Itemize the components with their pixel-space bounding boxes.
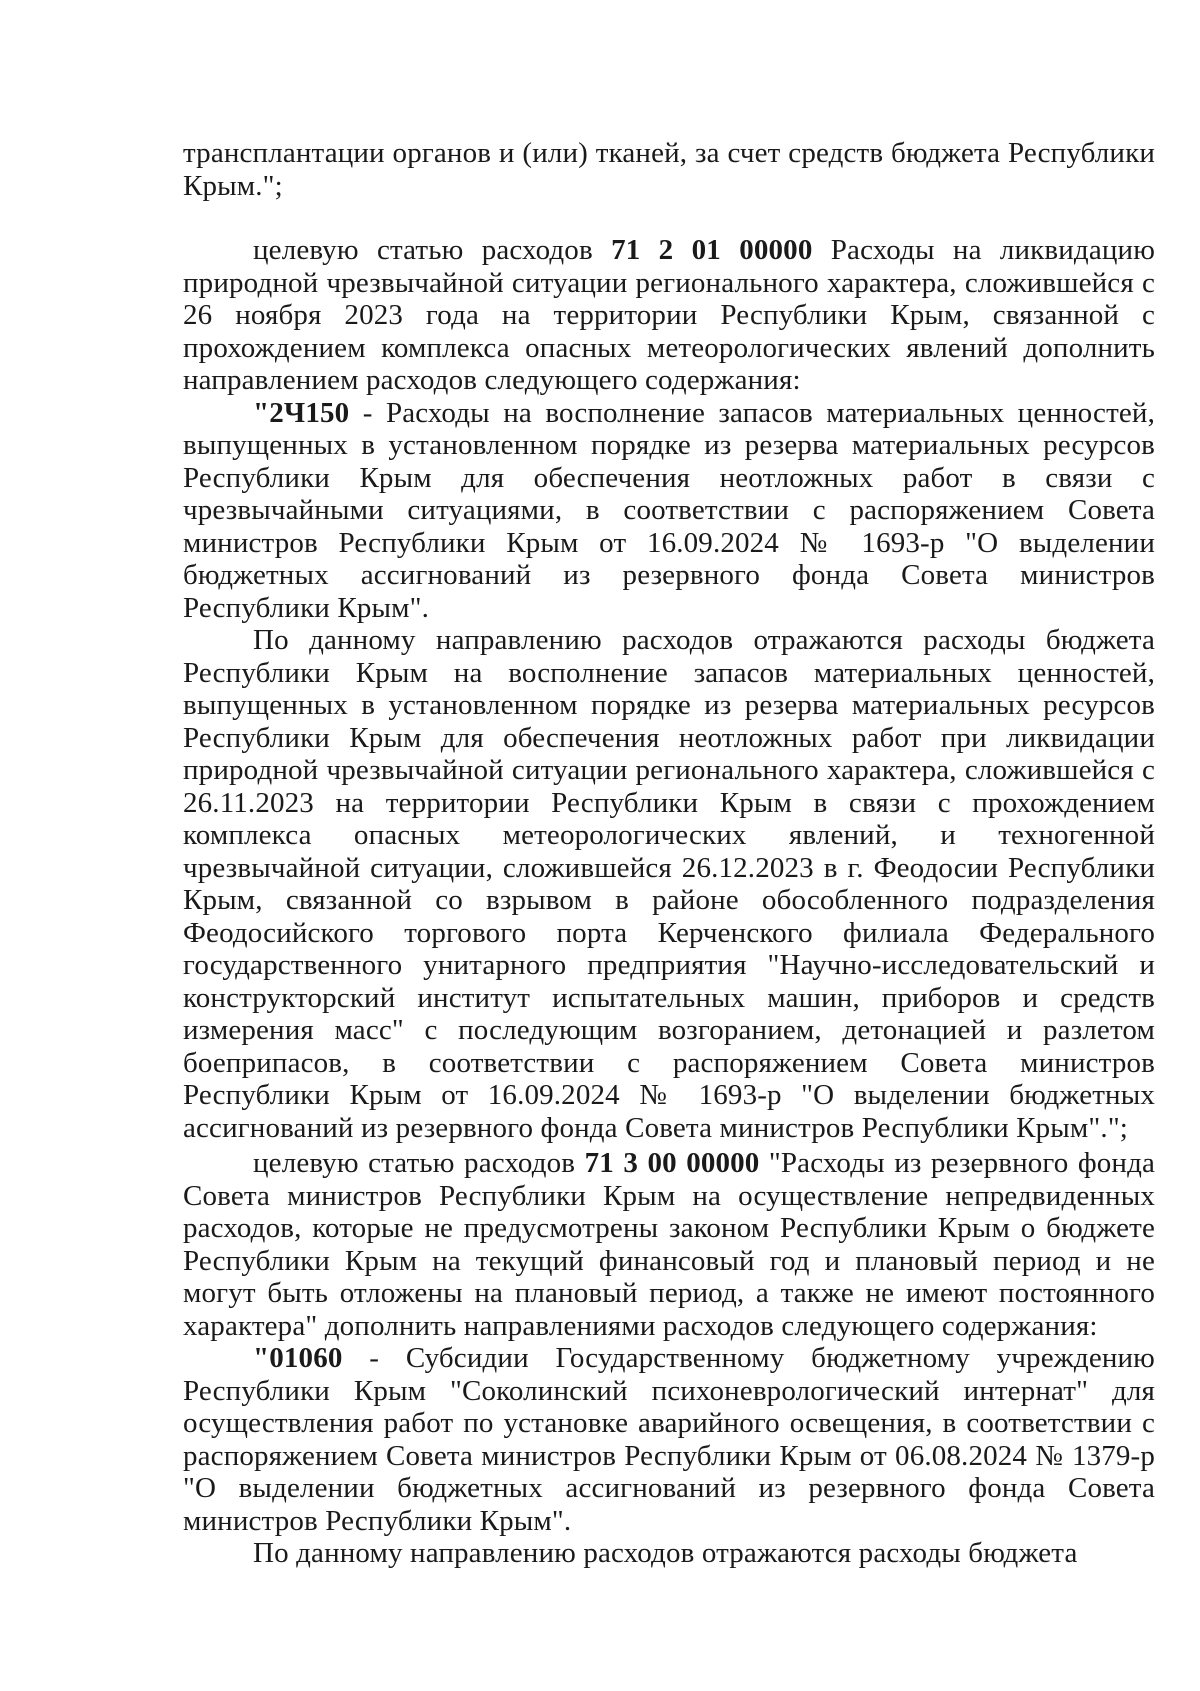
paragraph-expense-direction [183,1342,1155,1537]
expense-code: "2Ч150 [253,396,350,429]
text-block-continuation [183,137,1155,202]
paragraph-text: целевую статью расходов [253,1147,585,1179]
paragraph-expense-description: По данному направлению расходов отражаются расходы бюджета Республики Крым на восполнение запасов материальных ценностей, выпущенных в установленном порядке из резерва материальных ресурсов Республики Крым для обеспечения неотложных работ при ликвидации природной чрезвычайной ситуации регионального характера, сложившейся с 26.11.2023 на территории Республики Крым в связи с прохождением комплекса опасных метеорологических явлений, и техногенной чрезвычайной ситуации, сложившейся 26.12.2023 в г. Феодосии Республики Крым, связанной со взрывом в районе обособленного подразделения Феодосийского торгового порта Керченского филиала Федерального государственного унитарного предприятия "Научно-исследовательский и конструкторский институт испытательных машин, приборов и средств измерения масс" с последующим возгоранием, детонацией и разлетом боеприпасов, в соответствии с распоряжением Совета министров Республики Крым от 16.09.2024 № 1693-р "О выделении бюджетных ассигнований из резервного фонда Совета министров Республики Крым"."; [183,624,1155,1144]
paragraph-text: Расходы на ликвидацию природной чрезвычайной ситуации регионального характера, сложившейся с 26 ноября 2023 года на территории Республики Крым, связанной с прохождением комплекса опасных метеорологических явлений дополнить направлением расходов следующего содержания: [183,234,1156,396]
paragraph-text: "Расходы из резервного фонда Совета министров Республики Крым на осуществление непредвиденных расходов, которые не предусмотрены законом Республики Крым о бюджете Республики Крым на текущий финансовый год и плановый период и не могут быть отложены на плановый период, а также не имеют постоянного характера" дополнить направлениями расходов следующего содержания: [183,1147,1156,1342]
text-block-target-article-71-2 [183,234,1155,1144]
budget-code: 71 3 00 00000 [584,1147,760,1179]
expense-code: "01060 [253,1342,343,1374]
paragraph-text: - Расходы на восполнение запасов материальных ценностей, выпущенных в установленном порядке из резерва материальных ресурсов Республики Крым для обеспечения неотложных работ в связи с чрезвычайными ситуациями, в соответствии с распоряжением Совета министров Республики Крым от 16.09.2024 № 1693-р "О выделении бюджетных ассигнований из резервного фонда Совета министров Республики Крым". [183,396,1155,624]
paragraph-text: - Субсидии Государственному бюджетному учреждению Республики Крым "Соколинский психоневрологический интернат" для осуществления работ по установке аварийного освещения, в соответствии с распоряжением Совета министров Республики Крым от 06.08.2024 № 1379-р "О выделении бюджетных ассигнований из резервного фонда Совета министров Республики Крым". [183,1342,1155,1537]
text-block-target-article-71-3 [183,1147,1155,1570]
paragraph-target-article [183,234,1155,397]
budget-code: 71 2 01 00000 [611,234,813,266]
paragraph-expense-description: По данному направлению расходов отражаются расходы бюджета [253,1537,1078,1569]
paragraph-target-article [183,1147,1155,1342]
paragraph-expense-direction [183,397,1155,625]
paragraph-text: целевую статью расходов [253,234,612,266]
paragraph-continuation: трансплантации органов и (или) тканей, за счет средств бюджета Республики Крым."; [183,137,1155,202]
